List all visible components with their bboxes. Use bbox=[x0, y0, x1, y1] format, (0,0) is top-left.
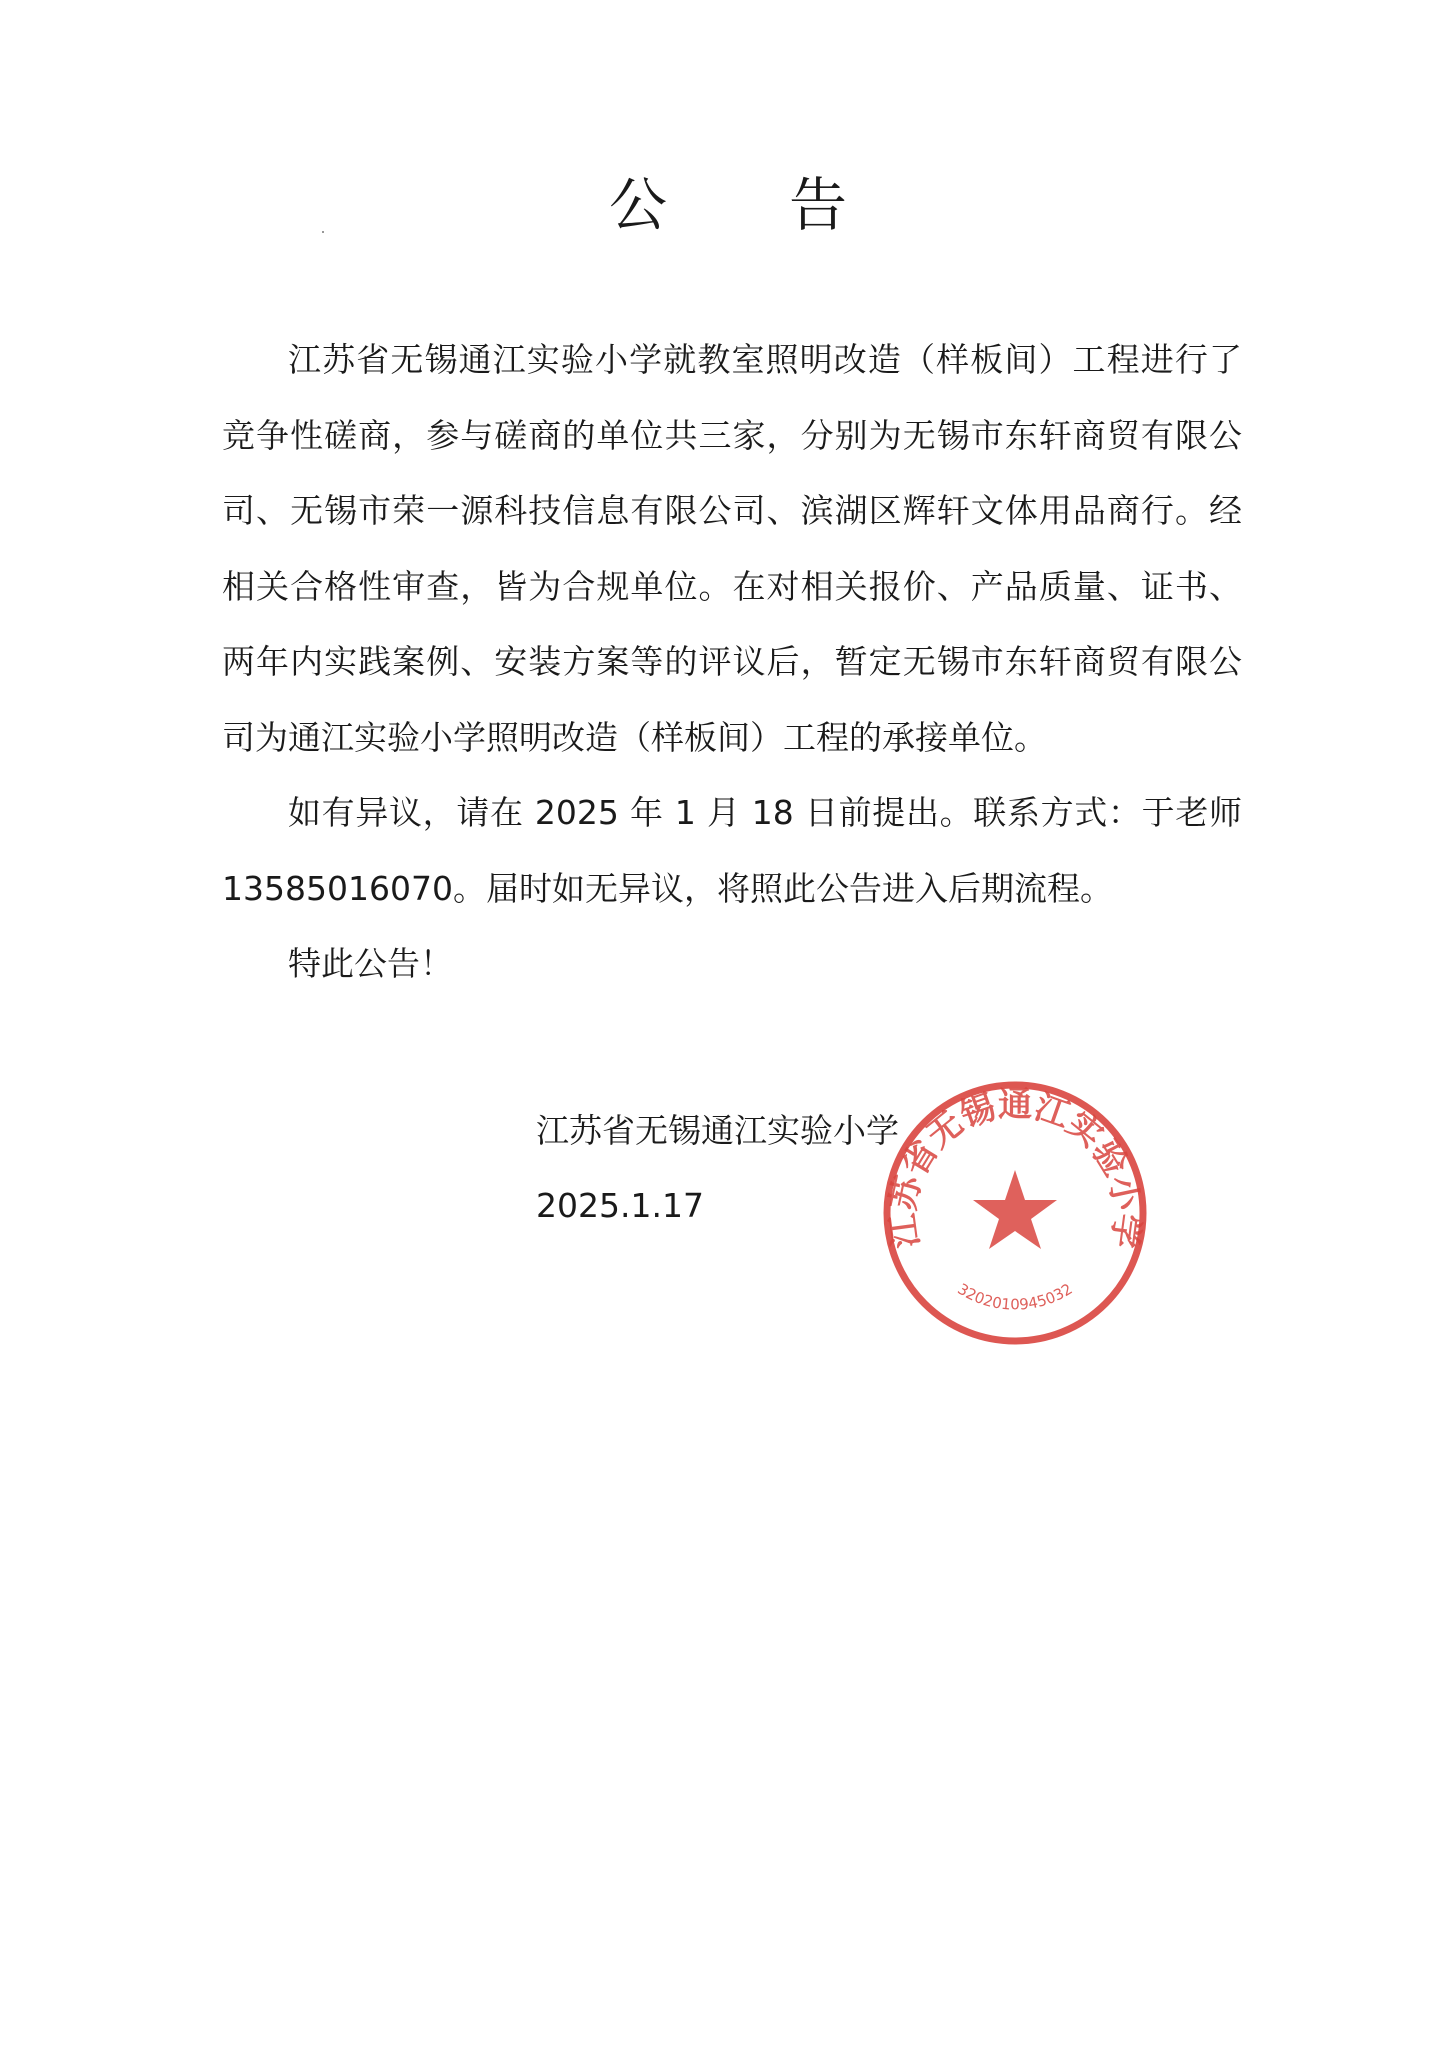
page-title bbox=[0, 158, 1456, 248]
seal-code-text: 3202010945032 bbox=[954, 1279, 1076, 1314]
paragraph-1: 江苏省无锡通江实验小学就教室照明改造（样板间）工程进行了竞争性磋商，参与磋商的单位共三家，分别为无锡市东轩商贸有限公司、无锡市荣一源科技信息有限公司、滨湖区辉轩文体用品商行。经相关合格性审查，皆为合规单位。在对相关报价、产品质量、证书、两年内实践案例、安装方案等的评议后，暂定无锡市东轩商贸有限公司为通江实验小学照明改造（样板间）工程的承接单位。 bbox=[222, 340, 1242, 757]
star-icon bbox=[973, 1170, 1057, 1249]
signature-block bbox=[536, 1093, 899, 1243]
title-char-2: 告 bbox=[788, 171, 847, 239]
paragraph-3: 特此公告！ bbox=[288, 944, 453, 983]
signature-org: 江苏省无锡通江实验小学 bbox=[536, 1111, 899, 1150]
seal-name-text: 江苏省无锡通江实验小学 bbox=[882, 1085, 1148, 1251]
official-seal bbox=[880, 1078, 1150, 1348]
paragraph-2: 如有异议，请在 2025 年 1 月 18 日前提出。联系方式：于老师 13585016070。届时如无异议，将照此公告进入后期流程。 bbox=[222, 793, 1242, 908]
title-char-1: 公 bbox=[608, 171, 667, 239]
signature-date: 2025.1.17 bbox=[536, 1186, 704, 1225]
seal-graphic bbox=[880, 1078, 1150, 1348]
announcement-body bbox=[222, 322, 1242, 1002]
